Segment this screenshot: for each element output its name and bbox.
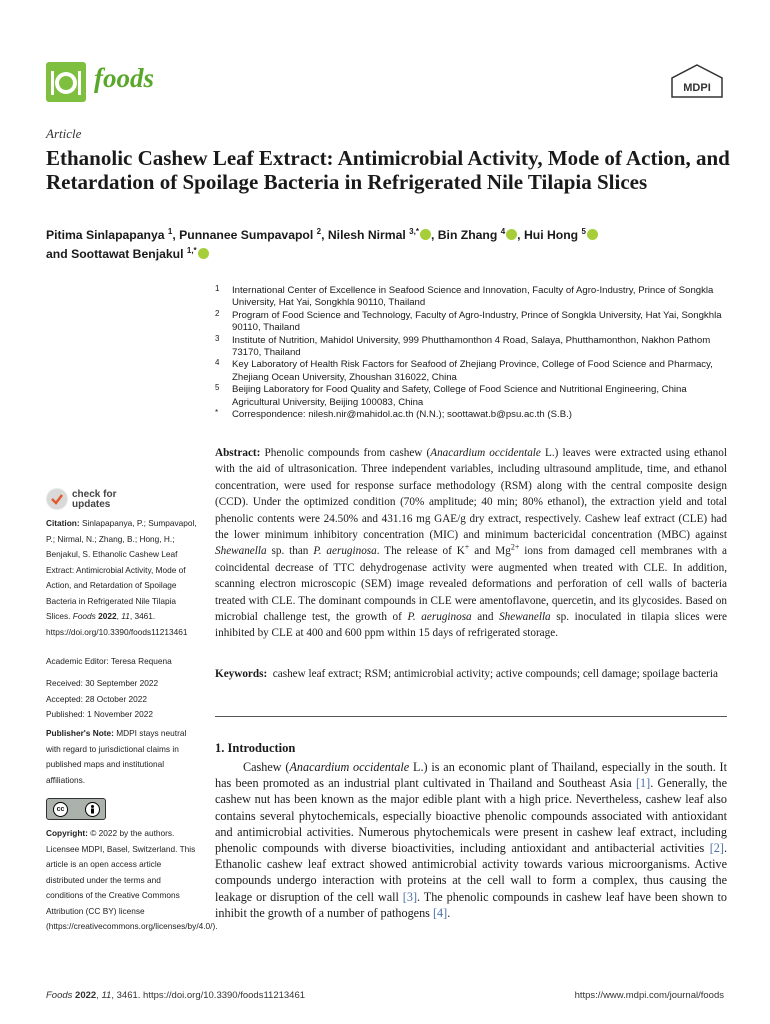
orcid-icon[interactable] xyxy=(198,248,209,259)
author-name[interactable]: Soottawat Benjakul xyxy=(71,247,184,261)
keywords: Keywords: cashew leaf extract; RSM; antimicrobial activity; active compounds; cell damage; spoilage bacteria xyxy=(215,668,718,680)
citation-link[interactable]: [2] xyxy=(709,841,724,856)
orcid-icon[interactable] xyxy=(506,229,517,240)
accepted-date: Accepted: 28 October 2022 xyxy=(46,693,148,704)
dates-block xyxy=(46,676,198,723)
keywords-label: Keywords: xyxy=(215,668,268,680)
footer-journal-url[interactable]: https://www.mdpi.com/journal/foods xyxy=(574,990,724,1001)
citation-block: Citation: Sinlapapanya, P.; Sumpavapol, P.; Nirmal, N.; Zhang, B.; Hong, H.; Benjakul, S. Ethanolic Cashew Leaf Extract: Antimicrobial Activity, Mode of Action, and Retardation of Spoilage Bacteria in Refrigerated Nile Tilapia Slices. Foods 2022, 11, 3461. https://doi.org/10.3390/foods11213461 xyxy=(46,518,197,637)
received-date: Received: 30 September 2022 xyxy=(46,678,159,688)
author-list: Pitima Sinlapapanya $^1$, Punnanee Sumpavapol $^2$, Nilesh Nirmal $^{3,*}$ , Bin Zhang $^4$ , Hui Hong $^5$ and Soottawat Benjakul $^{1,*}$ xyxy=(46,226,736,264)
affiliation-item: 4 Key Laboratory of Health Risk Factors for Seafood of Zhejiang Province, College of Food Science and Pharmacy, Zhejiang Ocean University, Zhoushan 316022, China xyxy=(215,358,713,383)
affiliation-item: 1 International Center of Excellence in Seafood Science and Innovation, Faculty of Agro-Industry, Prince of Songkla University, Hat Yai, Songkhla 90110, Thailand xyxy=(215,284,714,309)
abstract: Abstract: Phenolic compounds from cashew (Anacardium occidentale L.) leaves were extracted using ethanol with the aid of ultrasonication. Three independent variables, including ultrasound amplitude, time, and ethanol concentration, were used for response surface methodology (RSM) along with the central composite design (CCD). Under the optimized condition (70% amplitude; 40 min; 80% ethanol), the extraction yield and total phenolic contents were 24.50% and 431.16 mg GAE/g dry extract, respectively. Cashew leaf extract (CLE) had the lower minimum inhibitory concentration (MIC) and minimum bactericidal concentration (MBC) against Shewanella sp. than P. aeruginosa. The release of K+ and $Mg^{2+}$ ions from damaged cell membranes with a coincidental decrease of TTC dehydrogenase activity were augmented when treated with CLE. In addition, scanning electron microscopic (SEM) image revealed deformations and perforation of cell walls of bacteria treated with CLE. The dominant compounds in CLE were amentoflavone, quercetin, and its glycosides. Based on microbial challenge test, the growth of P. aeruginosa and Shewanella sp. inoculated in tilapia slices were inhibited by CLE at 400 and 600 ppm within 15 days of refrigerated storage. xyxy=(215,447,727,640)
citation-link[interactable]: [3] xyxy=(402,889,418,904)
author-sup: 1 xyxy=(167,226,173,236)
publisher-note: Publisher's Note: MDPI stays neutral with regard to jurisdictional claims in published maps and institutional affiliations. xyxy=(46,728,187,785)
orcid-icon[interactable] xyxy=(587,229,598,240)
citation-link[interactable]: [1] xyxy=(635,776,651,791)
article-title: Ethanolic Cashew Leaf Extract: Antimicrobial Activity, Mode of Action, and Retardation of Spoilage Bacteria in Refrigerated Nile Tilapia Slices xyxy=(46,146,730,194)
copyright-block: Copyright: © 2022 by the authors. Licensee MDPI, Basel, Switzerland. This article is an open access article distributed under the terms and conditions of the Creative Commons Attribution (CC BY) license (https://creativecommons.org/licenses/by/4.0/). xyxy=(46,828,218,931)
cc-by-license-icon[interactable]: cc xyxy=(46,798,106,820)
academic-editor: Academic Editor: Teresa Requena xyxy=(46,656,172,666)
author-sup: 5 xyxy=(581,226,586,236)
abstract-label: Abstract: xyxy=(215,447,261,459)
author-sup: 3,* xyxy=(409,226,419,236)
journal-header xyxy=(44,62,724,106)
mdpi-logo-icon[interactable] xyxy=(670,64,724,98)
section-heading: 1. Introduction xyxy=(215,741,296,755)
author-name[interactable]: Bin Zhang xyxy=(437,228,498,242)
affiliation-item: 2 Program of Food Science and Technology, Faculty of Agro-Industry, Prince of Songkla University, Hat Yai, Songkhla 90110, Thailand xyxy=(215,308,722,334)
affiliation-item: 5 Beijing Laboratory for Food Quality and Safety, College of Food Science and Nutritional Engineering, China Agricultural University, Beijing 100083, China xyxy=(215,383,687,408)
mdpi-logo-text: MDPI xyxy=(683,82,711,94)
section-divider xyxy=(215,716,727,717)
author-name[interactable]: Pitima Sinlapapanya xyxy=(46,228,165,242)
author-name[interactable]: Nilesh Nirmal xyxy=(327,228,406,242)
foods-logo-icon xyxy=(46,62,86,102)
affiliation-item: 3 Institute of Nutrition, Mahidol University, 999 Phutthamonthon 4 Road, Salaya, Phutthamonthon, Nakhon Pathom 73170, Thailand xyxy=(215,333,711,359)
journal-name[interactable]: foods xyxy=(94,63,154,93)
footer-citation[interactable]: Foods 2022, 11, 3461. https://doi.org/10.3390/foods11213461 xyxy=(46,990,306,1001)
correspondence: * Correspondence: nilesh.nir@mahidol.ac.th (N.N.); soottawat.b@psu.ac.th (S.B.) xyxy=(215,408,572,421)
citation-link[interactable]: [4] xyxy=(432,905,448,920)
published-date: Published: 1 November 2022 xyxy=(46,709,154,719)
author-name[interactable]: Punnanee Sumpavapol xyxy=(179,228,314,242)
introduction-paragraph: Cashew (Anacardium occidentale L.) is an economic plant of Thailand, especially in the south. It has been promoted as an industrial plant cultivated in Thailand and Southeast Asia [1]. Generally, the cashew nut has been known as the major edible plant with a high price. Nevertheless, cashew leaf also contains several phytochemicals, especially bioactive phenolic compounds associated with antioxidant and antimicrobial activities. Numerous phytochemicals were present in cashew leaf extract, including phenolic compounds with diverse bioactivities, including antioxidant and antibacterial activities [2]. Ethanolic cashew leaf extract showed antimicrobial activity towards various microorganisms. Active compounds undergo interaction with proteins at the cell wall to form a complex, thus causing the leakage or disruption of the cell wall [3]. The phenolic compounds in cashew leaf have been shown to inhibit the growth of a number of pathogens [4]. xyxy=(215,760,727,920)
article-type: Article xyxy=(46,126,82,141)
check-for-updates-button[interactable]: check for updates xyxy=(46,488,166,514)
author-sup: 1,* xyxy=(186,245,197,255)
affiliations xyxy=(215,285,735,421)
orcid-icon[interactable] xyxy=(420,229,431,240)
author-name[interactable]: Hui Hong xyxy=(523,228,579,242)
check-updates-icon xyxy=(46,488,68,510)
author-sup: 4 xyxy=(500,226,506,236)
author-sup: 2 xyxy=(316,226,322,236)
